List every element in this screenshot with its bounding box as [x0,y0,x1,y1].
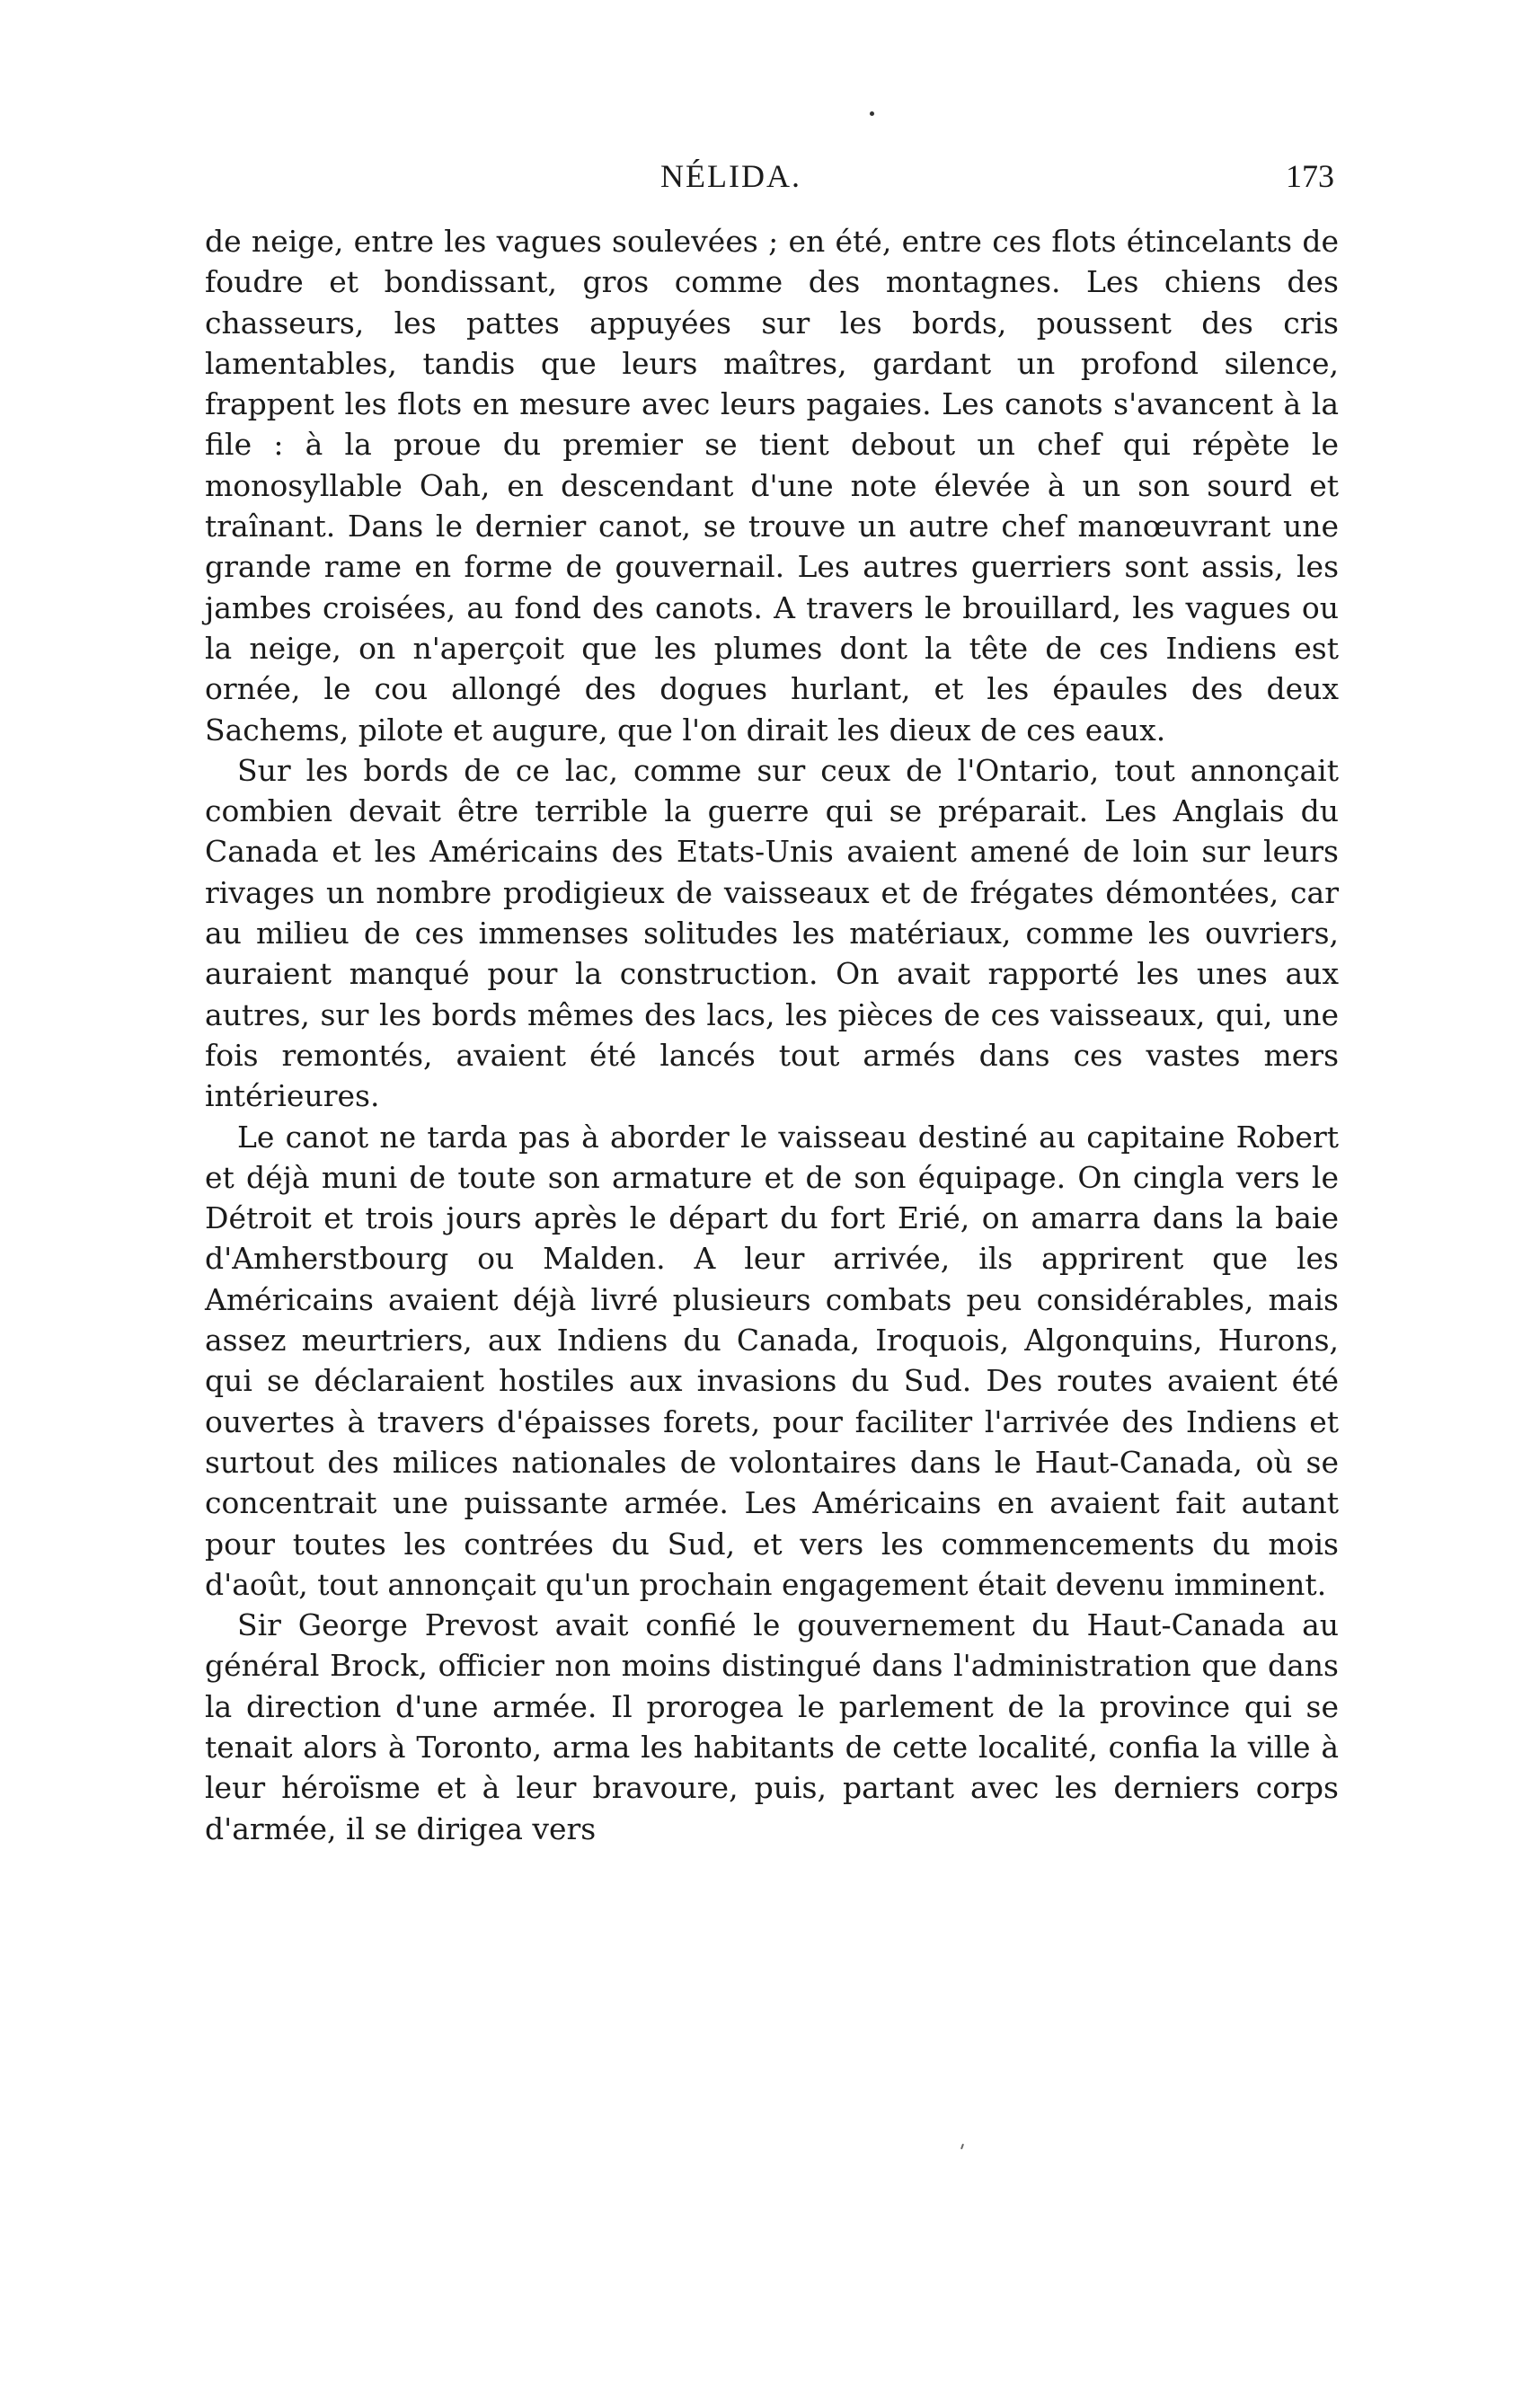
ink-speck [960,2144,964,2149]
page-body [205,221,1339,1849]
paragraph: Sur les bords de ce lac, comme sur ceux de l'Ontario, tout annonçait combien devait être terrible la guerre qui se préparait. Les Anglais du Canada et les Américains des Etats-Unis avaient amené de loin sur leurs rivages un nombre prodigieux de vaisseaux et de frégates démontées, car au milieu de ces immenses solitudes les matériaux, comme les ouvriers, auraient manqué pour la construction. On avait rapporté les unes aux autres, sur les bords mêmes des lacs, les pièces de ces vaisseaux, qui, une fois remontés, avaient été lancés tout armés dans ces vastes mers intérieures. [205,752,1339,1114]
page-number: 173 [1286,158,1334,194]
page-header [202,157,1334,200]
paragraph: Sir George Prevost avait confié le gouvernement du Haut-Canada au général Brock, officier non moins distingué dans l'administration que dans la direction d'une armée. Il prorogea le parlement de la province qui se tenait alors à Toronto, arma les habitants de cette localité, confia la ville à leur héroïsme et à leur bravoure, puis, partant avec les derniers corps d'armée, il se dirigea vers [205,1607,1339,1846]
paragraph: Le canot ne tarda pas à aborder le vaisseau destiné au capitaine Robert et déjà muni de toute son armature et de son équipage. On cingla vers le Détroit et trois jours après le départ du fort Erié, on amarra dans la baie d'Amherstbourg ou Malden. A leur arrivée, ils apprirent que les Américains avaient déjà livré plusieurs combats peu considérables, mais assez meurtriers, aux Indiens du Canada, Iroquois, Algonquins, Hurons, qui se déclaraient hostiles aux invasions du Sud. Des routes avaient été ouvertes à travers d'épaisses forets, pour faciliter l'arrivée des Indiens et surtout des milices nationales de volontaires dans le Haut-Canada, où se concentrait une puissante armée. Les Américains en avaient fait autant pour toutes les contrées du Sud, et vers les commencements du mois d'août, tout annonçait qu'un prochain engagement était devenu imminent. [205,1119,1339,1602]
ink-speck [870,111,874,116]
running-title: NÉLIDA. [660,158,801,194]
paragraph: de neige, entre les vagues soulevées ; en été, entre ces flots étincelants de foudre et bondissant, gros comme des montagnes. Les chiens des chasseurs, les pattes appuyées sur les bords, poussent des cris lamentables, tandis que leurs maîtres, gardant un profond silence, frappent les flots en mesure avec leurs pagaies. Les canots s'avancent à la file : à la proue du premier se tient debout un chef qui répète le monosyllable Oah, en descendant d'une note élevée à un son sourd et traînant. Dans le dernier canot, se trouve un autre chef manœuvrant une grande rame en forme de gouvernail. Les autres guerriers sont assis, les jambes croisées, au fond des canots. A travers le brouillard, les vagues ou la neige, on n'aperçoit que les plumes dont la tête de ces Indiens est ornée, le cou allongé des dogues hurlant, et les épaules des deux Sachems, pilote et augure, que l'on dirait les dieux de ces eaux. [205,224,1339,748]
